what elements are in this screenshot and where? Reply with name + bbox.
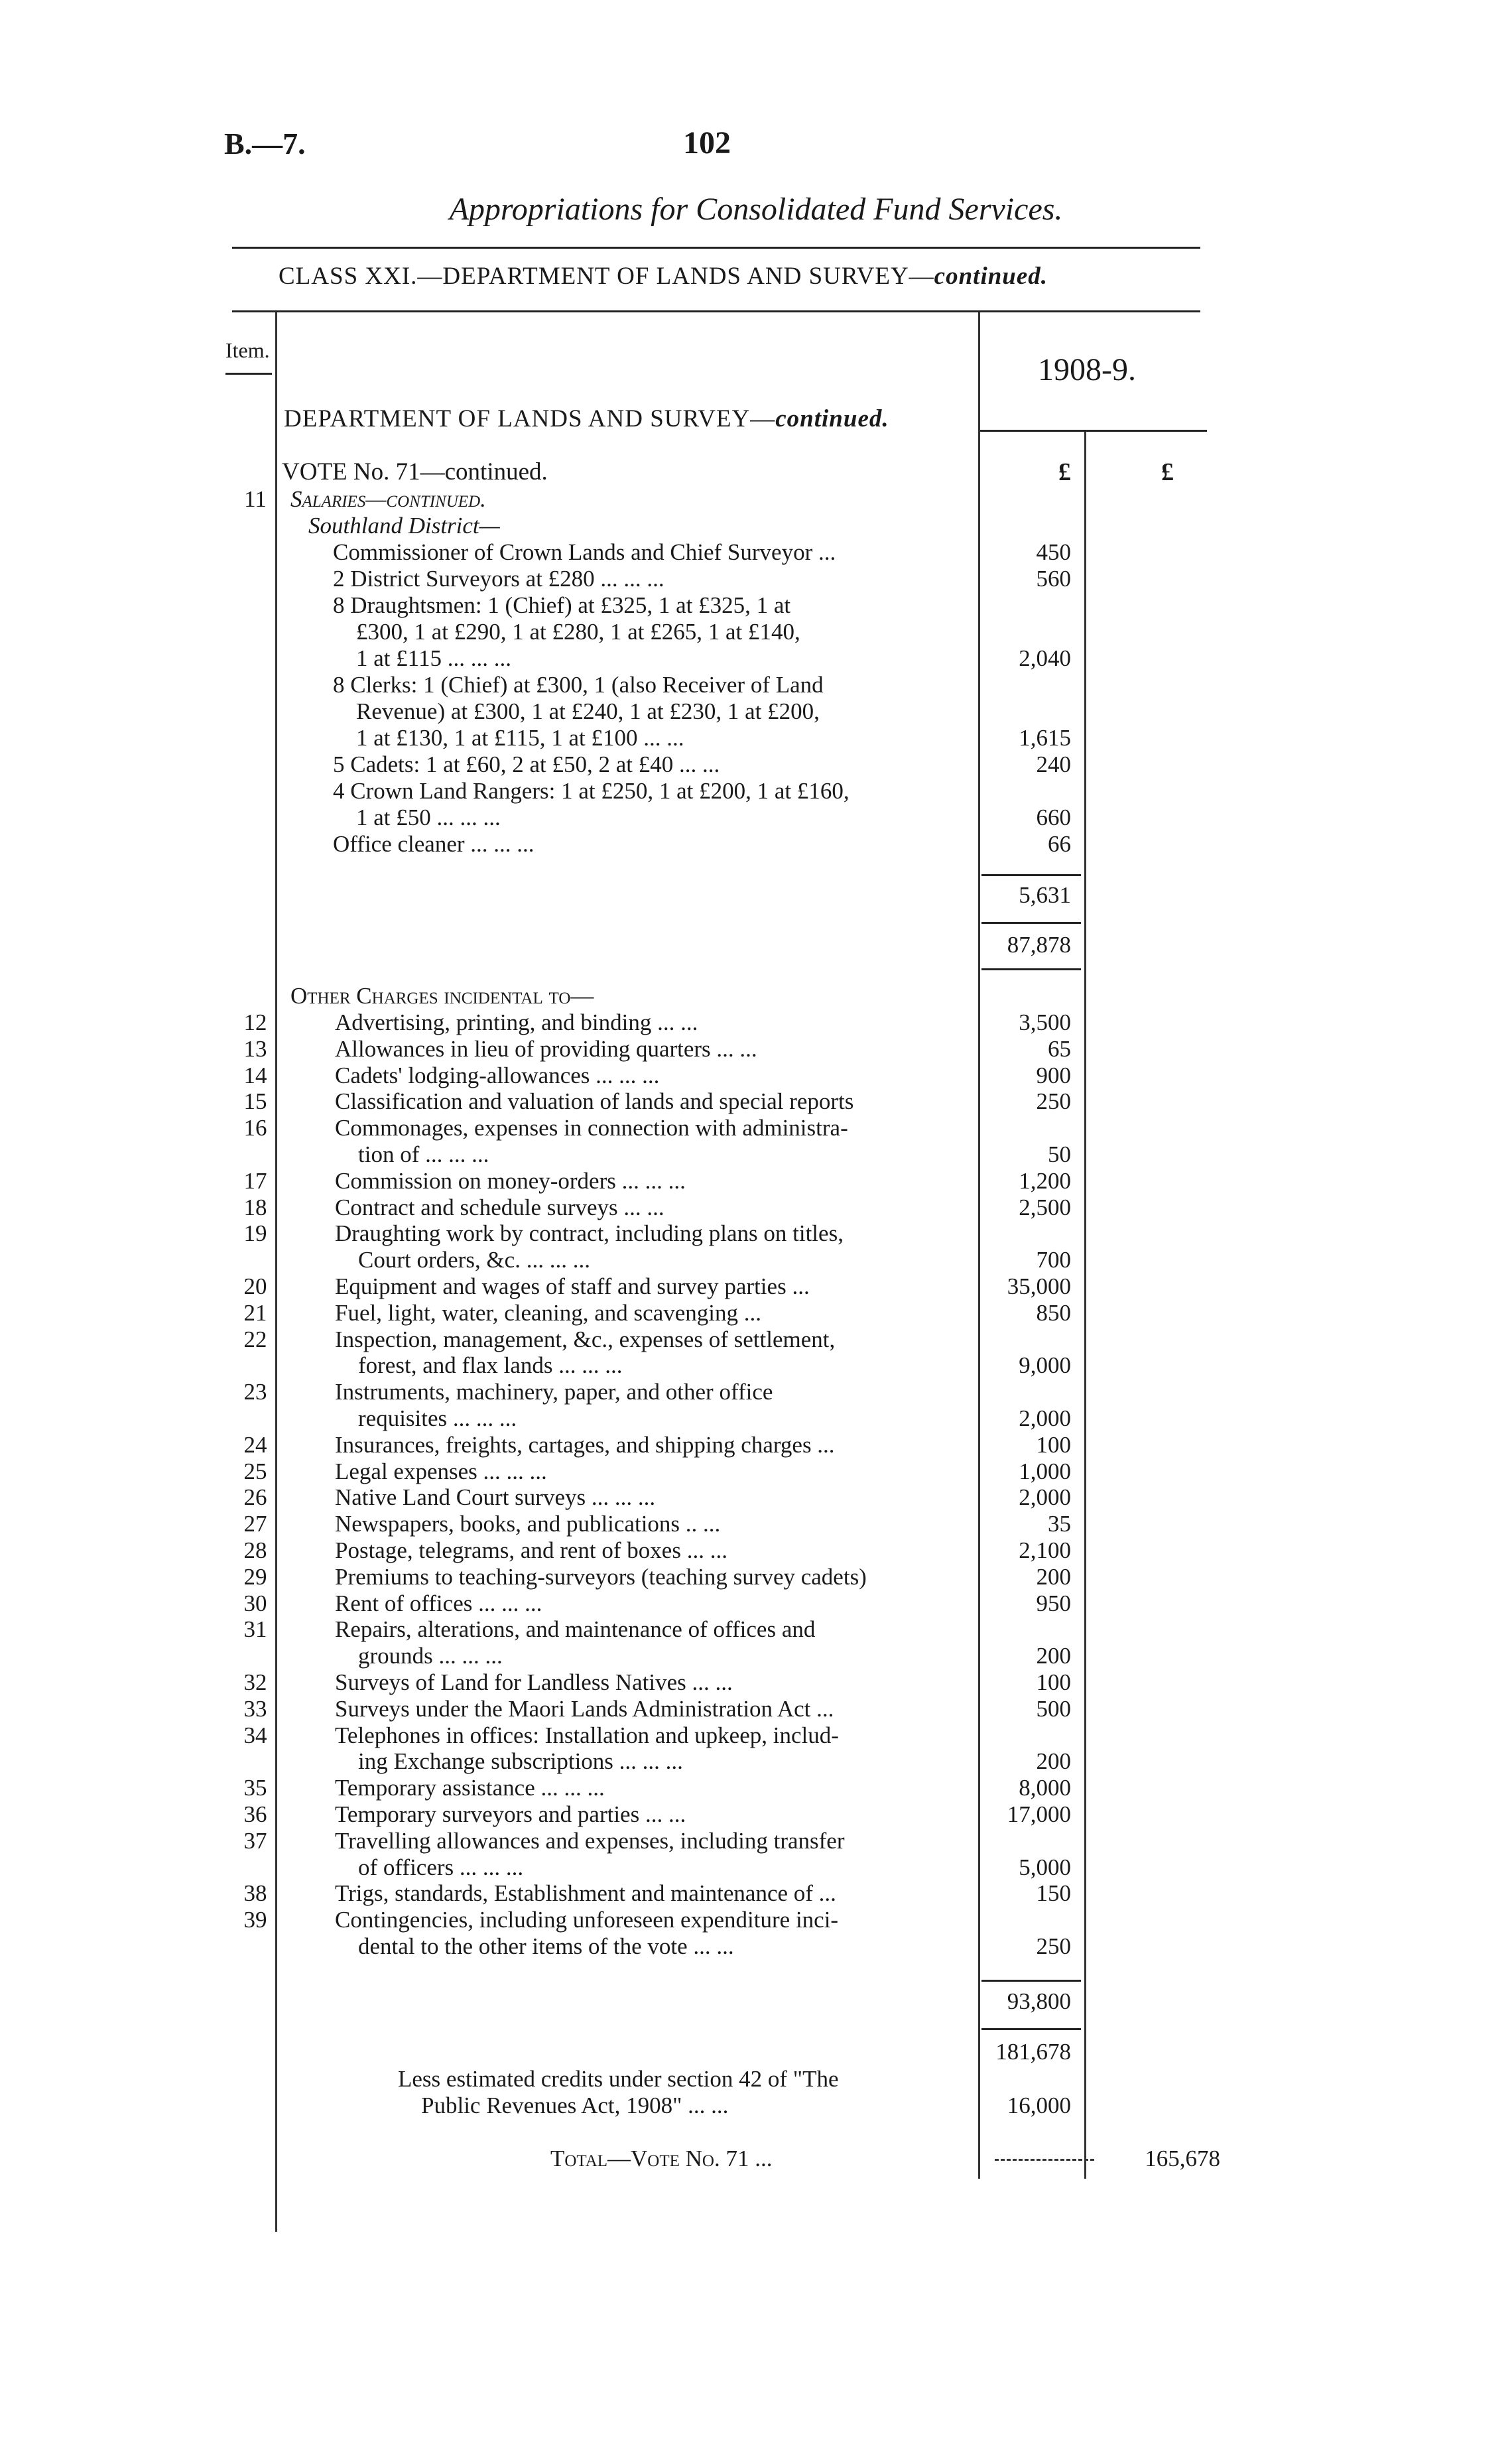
charge-amount: 1,200 [1019,1168,1071,1194]
class-heading-continued: continued. [934,263,1048,290]
charge-amount: 200 [1036,1748,1071,1774]
salaries-total-rule [981,922,1081,924]
charge-amount: 2,000 [1019,1484,1071,1510]
charge-amount: 100 [1036,1432,1071,1458]
charge-description: Allowances in lieu of providing quarters ... ... [335,1036,757,1062]
charge-amount: 5,000 [1019,1854,1071,1880]
item-number: 20 [243,1273,267,1299]
charge-amount: 1,000 [1019,1458,1071,1484]
charge-description: of officers ... ... ... [358,1854,524,1880]
salary-line-text: Revenue) at £300, 1 at £240, 1 at £230, 1 at £200, [356,698,820,724]
charge-amount: 100 [1036,1669,1071,1695]
salaries-label: Salaries—continued. [290,486,486,512]
charge-amount: 2,500 [1019,1194,1071,1220]
item-column-rule [275,312,277,2232]
item-number: 18 [243,1194,267,1220]
charge-description: Court orders, &c. ... ... ... [358,1247,590,1273]
credits-line-2: Public Revenues Act, 1908" ... ... [421,2092,729,2118]
charge-description: Equipment and wages of staff and survey parties ... [335,1273,810,1299]
charge-amount: 2,000 [1019,1405,1071,1431]
charge-description: Advertising, printing, and binding ... ... [335,1009,698,1035]
vote-label: VOTE No. 71—continued. [282,458,548,485]
year-header-rule [980,430,1207,432]
charge-description: grounds ... ... ... [358,1643,503,1669]
salary-line-text: 2 District Surveyors at £280 ... ... ... [333,566,664,592]
department-heading-continued: continued. [775,405,889,432]
charge-description: Commonages, expenses in connection with administra- [335,1115,848,1141]
total-label: Total—Vote No. 71 ... [550,2146,773,2171]
charge-amount: 35,000 [1007,1273,1071,1299]
other-subtotal-rule [981,1980,1081,1982]
grand-subtotal: 181,678 [995,2039,1071,2065]
charge-amount: 250 [1036,1933,1071,1959]
item-number: 29 [243,1564,267,1590]
currency-symbol-2: £ [1161,458,1174,486]
currency-symbol-1: £ [1058,458,1071,486]
salaries-total-rule-bottom [981,968,1081,970]
item-column-header: Item. [225,338,270,362]
charge-amount: 200 [1036,1643,1071,1669]
salaries-subtotal-rule [981,874,1081,876]
total-amount: 165,678 [1145,2146,1220,2171]
item-number: 28 [243,1537,267,1563]
charge-amount: 2,100 [1019,1537,1071,1563]
charge-amount: 150 [1036,1880,1071,1906]
charge-amount: 500 [1036,1696,1071,1722]
charge-description: Trigs, standards, Establishment and maintenance of ... [335,1880,836,1906]
salary-line-text: 1 at £115 ... ... ... [356,645,511,671]
total-dash-rule [995,2159,1094,2161]
item-number: 27 [243,1511,267,1537]
charge-description: Contingencies, including unforeseen expenditure inci- [335,1907,839,1933]
charge-amount: 700 [1036,1247,1071,1273]
page-number: 102 [683,125,731,161]
other-subtotal: 93,800 [1007,1988,1071,2014]
item-number: 21 [243,1300,267,1326]
charge-description: Newspapers, books, and publications .. ... [335,1511,721,1537]
salary-line-text: 8 Clerks: 1 (Chief) at £300, 1 (also Receiver of Land [333,672,824,698]
salary-line-text: £300, 1 at £290, 1 at £280, 1 at £265, 1 at £140, [356,619,800,645]
salaries-total: 87,878 [1007,932,1071,958]
salaries-subtotal: 5,631 [1019,882,1071,908]
charge-description: Temporary surveyors and parties ... ... [335,1801,686,1827]
district-label: Southland District— [308,513,500,539]
salary-line-text: Office cleaner ... ... ... [333,831,535,857]
credits-line-1: Less estimated credits under section 42 of "The [398,2066,839,2092]
salary-line-text: 1 at £50 ... ... ... [356,804,501,830]
charge-description: Travelling allowances and expenses, including transfer [335,1828,845,1854]
charge-description: Cadets' lodging-allowances ... ... ... [335,1062,660,1088]
item-number: 38 [243,1880,267,1906]
salary-line-amount: 450 [1036,539,1071,565]
item-number: 35 [243,1775,267,1801]
salary-line-text: Commissioner of Crown Lands and Chief Surveyor ... [333,539,836,565]
page-title: Appropriations for Consolidated Fund Services. [449,192,1063,227]
charge-description: Instruments, machinery, paper, and other office [335,1379,773,1405]
charge-amount: 17,000 [1007,1801,1071,1827]
credits-amount: 16,000 [1007,2092,1071,2118]
charge-description: Insurances, freights, cartages, and shipping charges ... [335,1432,835,1458]
salary-line-text: 5 Cadets: 1 at £60, 2 at £50, 2 at £40 ... ... [333,751,720,777]
item-number: 30 [243,1590,267,1616]
salary-line-text: 1 at £130, 1 at £115, 1 at £100 ... ... [356,725,684,751]
charge-description: Commission on money-orders ... ... ... [335,1168,686,1194]
department-heading [284,405,889,433]
charge-amount: 900 [1036,1062,1071,1088]
charge-amount: 65 [1048,1036,1071,1062]
item-number: 19 [243,1220,267,1246]
document-code: B.—7. [224,127,306,161]
charge-amount: 950 [1036,1590,1071,1616]
item-number: 37 [243,1828,267,1854]
item-number: 14 [243,1062,267,1088]
charge-amount: 8,000 [1019,1775,1071,1801]
salary-line-text: 4 Crown Land Rangers: 1 at £250, 1 at £200, 1 at £160, [333,778,850,804]
charge-description: tion of ... ... ... [358,1141,489,1167]
charge-description: ing Exchange subscriptions ... ... ... [358,1748,683,1774]
charge-amount: 850 [1036,1300,1071,1326]
charge-description: forest, and flax lands ... ... ... [358,1352,623,1378]
charge-description: Repairs, alterations, and maintenance of offices and [335,1616,816,1642]
salary-line-text: 8 Draughtsmen: 1 (Chief) at £325, 1 at £325, 1 at [333,592,791,618]
class-heading-text: CLASS XXI.—DEPARTMENT OF LANDS AND SURVEY— [279,263,934,290]
item-number: 15 [243,1088,267,1114]
item-number: 31 [243,1616,267,1642]
grand-subtotal-rule [981,2028,1081,2030]
salary-line-amount: 2,040 [1019,645,1071,671]
table-top-rule [232,310,1200,312]
charge-description: Native Land Court surveys ... ... ... [335,1484,656,1510]
charge-description: Classification and valuation of lands and special reports [335,1088,854,1114]
class-heading [279,262,1048,290]
salary-line-amount: 560 [1036,566,1071,592]
salary-line-amount: 660 [1036,804,1071,830]
salary-line-amount: 240 [1036,751,1071,777]
charge-description: Legal expenses ... ... ... [335,1458,547,1484]
charge-description: Premiums to teaching-surveyors (teaching survey cadets) [335,1564,867,1590]
item-number: 23 [243,1379,267,1405]
charge-description: Draughting work by contract, including plans on titles, [335,1220,844,1246]
department-heading-text: DEPARTMENT OF LANDS AND SURVEY— [284,405,776,432]
amount-column-rule [1084,431,1086,2179]
item-number: 11 [244,486,267,512]
charge-description: Telephones in offices: Installation and upkeep, includ- [335,1722,839,1748]
item-number: 22 [243,1326,267,1352]
item-number: 25 [243,1458,267,1484]
other-charges-heading: Other Charges incidental to— [290,983,594,1009]
charge-description: Surveys of Land for Landless Natives ... ... [335,1669,733,1695]
charge-description: Contract and schedule surveys ... ... [335,1194,664,1220]
charge-amount: 250 [1036,1088,1071,1114]
item-number: 36 [243,1801,267,1827]
item-number: 24 [243,1432,267,1458]
charge-description: Rent of offices ... ... ... [335,1590,542,1616]
salary-line-amount: 1,615 [1019,725,1071,751]
year-column-header: 1908-9. [1038,352,1136,387]
item-number: 12 [243,1009,267,1035]
charge-description: dental to the other items of the vote ... ... [358,1933,734,1959]
desc-column-rule [978,312,980,2179]
salary-line-amount: 66 [1048,831,1071,857]
item-number: 34 [243,1722,267,1748]
charge-amount: 50 [1048,1141,1071,1167]
item-number: 26 [243,1484,267,1510]
item-number: 39 [243,1907,267,1933]
charge-description: Inspection, management, &c., expenses of settlement, [335,1326,836,1352]
item-number: 33 [243,1696,267,1722]
item-number: 13 [243,1036,267,1062]
charge-description: Temporary assistance ... ... ... [335,1775,605,1801]
charge-amount: 9,000 [1019,1352,1071,1378]
item-number: 17 [243,1168,267,1194]
charge-description: Postage, telegrams, and rent of boxes ... ... [335,1537,727,1563]
charge-amount: 200 [1036,1564,1071,1590]
charge-description: Surveys under the Maori Lands Administration Act ... [335,1696,834,1722]
item-header-rule [225,373,272,375]
top-rule [232,247,1200,249]
item-number: 16 [243,1115,267,1141]
charge-description: requisites ... ... ... [358,1405,517,1431]
item-number: 32 [243,1669,267,1695]
charge-amount: 3,500 [1019,1009,1071,1035]
charge-amount: 35 [1048,1511,1071,1537]
charge-description: Fuel, light, water, cleaning, and scavenging ... [335,1300,762,1326]
